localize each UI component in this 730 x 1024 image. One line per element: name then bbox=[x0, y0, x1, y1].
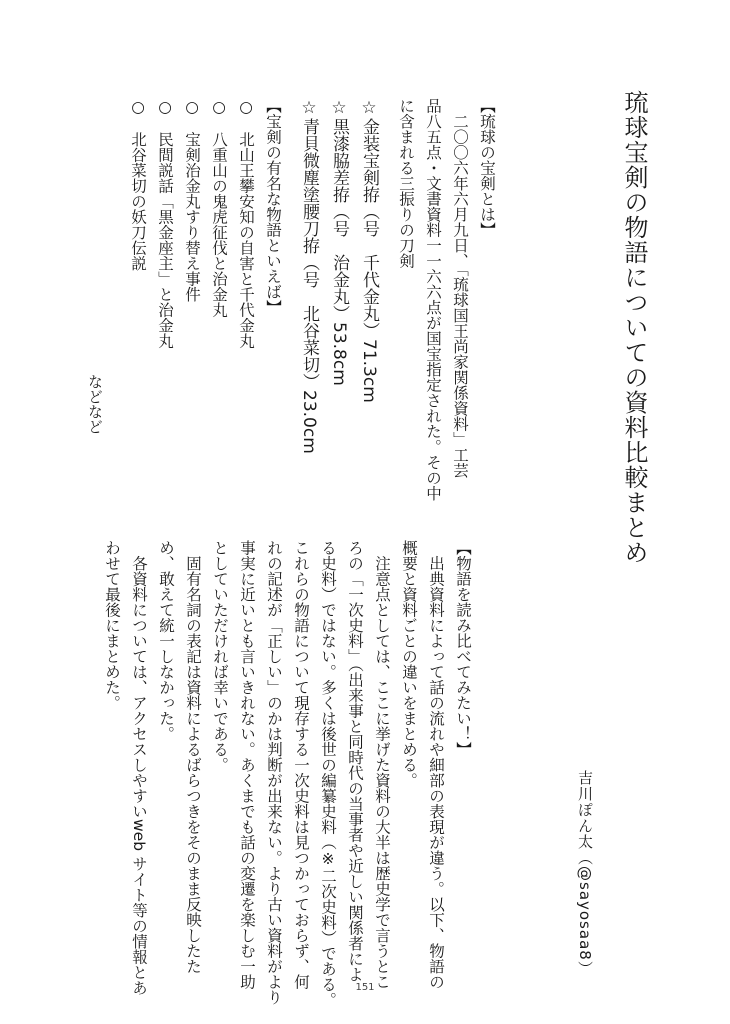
compare-line-11: め、敢えて統一しなかった。 bbox=[157, 540, 175, 742]
compare-line-1: 出典資料によって話の流れや細部の表現が違う。以下、物語の bbox=[427, 540, 445, 990]
story-list bbox=[124, 98, 259, 501]
compare-section bbox=[98, 540, 476, 1008]
author-name: 吉川ぽん太（@sayosaa8） bbox=[576, 770, 594, 977]
compare-line-5: る史料）ではない。多くは後世の編纂史料（※二次史料）である。 bbox=[319, 540, 337, 1008]
compare-line-8: 事実に近いとも言いきれない。あくまでも話の変遷を楽しむ一助 bbox=[238, 540, 256, 990]
sword-item-chiyoganemaru: ☆金装宝剣拵（号 千代金丸）71.3cm bbox=[359, 98, 379, 403]
page-title: 琉球宝剣の物語についての資料比較まとめ bbox=[620, 90, 648, 565]
compare-line-7: れの記述が「正しい」のかは判断が出来ない。より古い資料がより bbox=[265, 540, 283, 1005]
sword-item-jiganemaru: ☆黒漆脇差拵（号 治金丸）53.8cm bbox=[329, 98, 349, 386]
treasure-section bbox=[124, 98, 500, 501]
story-item: ○ 北山王攀安知の自害と千代金丸 bbox=[237, 98, 255, 349]
compare-line-4: ろの「一次史料」（出来事と同時代の当事者や近しい関係者によ bbox=[346, 540, 364, 982]
treasure-line-3: に含まれる三振りの刀剣 bbox=[397, 98, 415, 269]
compare-line-2: 概要と資料ごとの違いをまとめる。 bbox=[400, 540, 418, 788]
compare-line-13: わせて最後にまとめた。 bbox=[103, 540, 121, 711]
sword-list bbox=[294, 98, 384, 501]
compare-line-6: これらの物語について現存する一次史料は見つかっておらず、何 bbox=[292, 540, 310, 990]
treasure-line-2: 品八五点・文書資料一一六六点が国宝指定された。その中 bbox=[424, 98, 442, 501]
page-number: 151 bbox=[355, 982, 375, 993]
compare-heading: 【物語を読み比べてみたい！】 bbox=[454, 540, 472, 757]
story-item: ○ 八重山の鬼虎征伐と治金丸 bbox=[210, 98, 228, 318]
stories-heading: 【宝剣の有名な物語といえば】 bbox=[264, 98, 282, 315]
compare-line-12: 各資料については、アクセスしやすいweb サイト等の情報とあ bbox=[130, 540, 148, 996]
story-item: ○ 宝剣治金丸すり替え事件 bbox=[183, 98, 201, 302]
story-item: ○ 民間説話「黒金座主」と治金丸 bbox=[156, 98, 174, 349]
treasure-heading: 【琉球の宝剣とは】 bbox=[478, 98, 496, 238]
story-item: ○ 北谷菜切の妖刀伝説 bbox=[129, 98, 147, 271]
treasure-line-1: 二〇〇六年六月九日、「琉球国王尚家関係資料」工芸 bbox=[451, 98, 469, 478]
sword-item-chatan-nakiri: ☆青貝微塵塗腰刀拵（号 北谷菜切）23.0cm bbox=[299, 98, 319, 454]
compare-line-9: としていただければ幸いである。 bbox=[211, 540, 229, 773]
compare-line-3: 注意点としては、ここに挙げた資料の大半は歴史学で言うとこ bbox=[373, 540, 391, 990]
stories-closing: などなど bbox=[86, 374, 104, 434]
compare-line-10: 固有名詞の表記は資料によるばらつきをそのまま反映したた bbox=[184, 540, 202, 974]
